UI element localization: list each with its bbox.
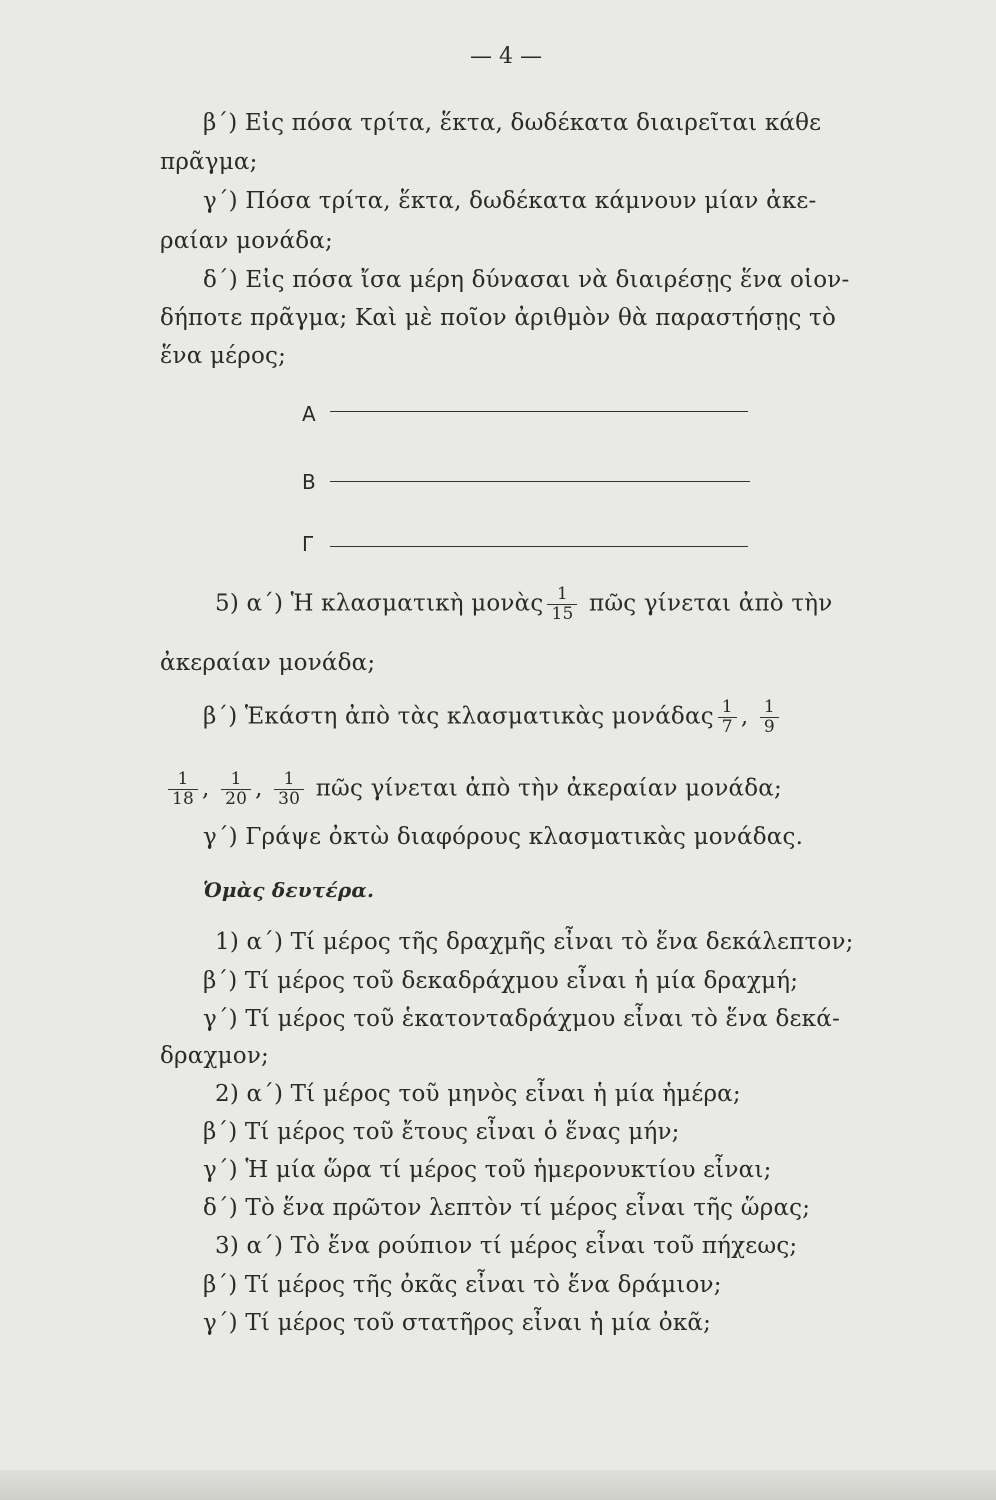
segment-label-a: A: [302, 402, 316, 426]
section-heading: Ὁμὰς δευτέρα.: [203, 878, 375, 902]
text-line: δ΄) Τὸ ἕνα πρῶτον λεπτὸν τί μέρος εἶναι τῆς ὥρας;: [203, 1195, 811, 1221]
text-line: δραχμον;: [160, 1043, 269, 1069]
text-line: γ΄) Γράψε ὀκτὼ διαφόρους κλασματικὰς μονάδας.: [203, 824, 804, 850]
q5a-post: πῶς γίνεται ἀπὸ τὴν: [589, 590, 833, 617]
fraction-1-9: $\frac{1}{9}$: [760, 698, 779, 737]
fraction-1-15: $\frac{1}{15}$: [547, 585, 577, 624]
fraction-1-7: $\frac{1}{7}$: [718, 698, 737, 737]
page-number: — 4 —: [470, 44, 542, 69]
fraction-1-30: $\frac{1}{30}$: [274, 770, 304, 809]
text-line: β΄) Τί μέρος τῆς ὀκᾶς εἶναι τὸ ἕνα δράμιον;: [203, 1272, 722, 1298]
text-line: ἀκεραίαν μονάδα;: [160, 650, 376, 676]
text-line: ἕνα μέρος;: [160, 343, 287, 369]
q5b-post: πῶς γίνεται ἀπὸ τὴν ἀκεραίαν μονάδα;: [315, 775, 782, 802]
text-line: γ΄) Τί μέρος τοῦ ἑκατονταδράχμου εἶναι τὸ ἕνα δεκά-: [203, 1006, 840, 1032]
text-line: δήποτε πρᾶγμα; Καὶ μὲ ποῖον ἀριθμὸν θὰ παραστήσῃς τὸ: [160, 305, 837, 331]
question-5b-cont: $\frac{1}{18}$ , $\frac{1}{20}$ , $\frac{1}{30}$ πῶς γίνεται ἀπὸ τὴν ἀκεραίαν μονάδα;: [164, 770, 782, 809]
q5a-pre: 5) α΄) Ἡ κλασματικὴ μονὰς: [215, 590, 544, 617]
text-line: β΄) Τί μέρος τοῦ ἔτους εἶναι ὁ ἕνας μήν;: [203, 1119, 680, 1145]
text-line: 2) α΄) Τί μέρος τοῦ μηνὸς εἶναι ἡ μία ἡμέρα;: [215, 1081, 741, 1107]
segment-line-b: [330, 481, 750, 482]
segment-label-b: B: [302, 470, 316, 494]
text-line: β΄) Τί μέρος τοῦ δεκαδράχμου εἶναι ἡ μία δραχμή;: [203, 968, 799, 994]
text-line: πρᾶγμα;: [160, 149, 258, 175]
page-bottom-edge: [0, 1470, 996, 1500]
segment-label-c: Γ: [302, 532, 314, 556]
text-line: γ΄) Τί μέρος τοῦ στατῆρος εἶναι ἡ μία ὀκᾶ;: [203, 1310, 712, 1336]
text-line: γ΄) Πόσα τρίτα, ἕκτα, δωδέκατα κάμνουν μίαν ἀκε-: [203, 188, 817, 214]
fraction-1-18: $\frac{1}{18}$: [168, 770, 198, 809]
fraction-1-20: $\frac{1}{20}$: [221, 770, 251, 809]
text-line: δ΄) Εἰς πόσα ἴσα μέρη δύνασαι νὰ διαιρέσῃς ἕνα οἱον-: [203, 267, 850, 293]
text-line: γ΄) Ἡ μία ὥρα τί μέρος τοῦ ἡμερονυκτίου εἶναι;: [203, 1157, 772, 1183]
text-line: 3) α΄) Τὸ ἕνα ρούπιον τί μέρος εἶναι τοῦ πήχεως;: [215, 1233, 798, 1259]
question-5b: β΄) Ἑκάστη ἀπὸ τὰς κλασματικὰς μονάδας $\frac{1}{7}$ , $\frac{1}{9}$: [203, 698, 783, 737]
question-5a: [215, 585, 832, 624]
segment-line-c: [330, 546, 748, 547]
q5b-pre: β΄) Ἑκάστη ἀπὸ τὰς κλασματικὰς μονάδας: [203, 703, 714, 730]
segment-line-a: [330, 411, 748, 412]
text-line: ραίαν μονάδα;: [160, 228, 333, 254]
text-line: β΄) Εἰς πόσα τρίτα, ἕκτα, δωδέκατα διαιρεῖται κάθε: [203, 110, 822, 136]
text-line: 1) α΄) Τί μέρος τῆς δραχμῆς εἶναι τὸ ἕνα δεκάλεπτον;: [215, 929, 854, 955]
